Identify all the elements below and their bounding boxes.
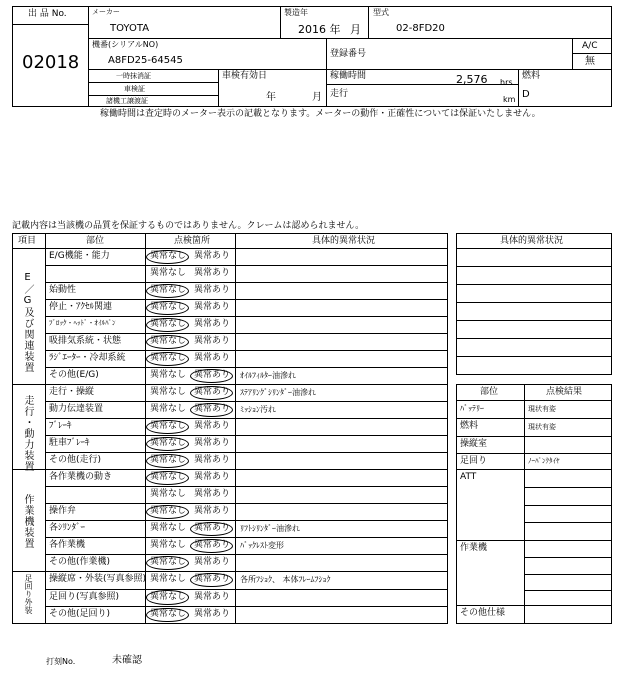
normal-circle-mark: [146, 284, 189, 298]
abnormal-option[interactable]: 異常あり: [194, 352, 231, 363]
group-label-engine: E／G及び関連装置: [22, 272, 33, 373]
att-label: ATT: [460, 472, 477, 482]
row-divider: [45, 589, 448, 590]
normal-circle-mark: [146, 250, 189, 264]
row-divider: [45, 282, 448, 283]
ac-value: 無: [585, 56, 595, 67]
normal-option[interactable]: 異常なし: [150, 471, 187, 482]
lot-number: 02018: [22, 52, 80, 73]
part-label: 操作弁: [49, 505, 77, 516]
normal-option[interactable]: 異常なし: [150, 609, 187, 620]
work-label: 作業機: [460, 543, 488, 553]
col-item-header: 項目: [18, 236, 37, 246]
hours-label: 稼働時間: [330, 71, 367, 81]
hours-value: 2,576: [456, 73, 488, 86]
abnormal-option[interactable]: 異常あり: [194, 284, 231, 295]
abnormal-option[interactable]: 異常あり: [194, 609, 231, 620]
part-label: その他(作業機): [49, 556, 111, 567]
stamp-label: 打刻No.: [46, 657, 76, 666]
ac-label: A/C: [582, 41, 598, 51]
km-unit: km: [503, 95, 516, 104]
normal-option[interactable]: 異常なし: [150, 318, 187, 329]
abnormal-option[interactable]: 異常あり: [194, 471, 231, 482]
part-label: E/G機能・能力: [49, 250, 110, 261]
lot-label: 出 品 No.: [28, 9, 67, 19]
abnormal-option[interactable]: 異常あり: [194, 335, 231, 346]
part-label: 吸排気系統・状態: [49, 335, 122, 346]
part-label: その他(走行): [49, 454, 102, 465]
normal-option[interactable]: 異常なし: [150, 352, 187, 363]
abnormal-option[interactable]: 異常あり: [194, 454, 231, 465]
stamp-value: 未確認: [112, 655, 142, 666]
month-label: 月: [350, 23, 361, 36]
year-value: 2016 年: [298, 23, 341, 36]
inspection-year: 年: [266, 92, 276, 103]
normal-option[interactable]: 異常なし: [150, 522, 187, 533]
normal-option[interactable]: 異常なし: [150, 488, 187, 499]
part-label: 駐車ﾌﾞﾚｰｷ: [49, 437, 90, 448]
normal-option[interactable]: 異常なし: [150, 437, 187, 448]
reg-label: 登録番号: [330, 49, 367, 59]
part-label: 各作業機: [49, 539, 86, 550]
abnormal-option[interactable]: 異常あり: [194, 301, 231, 312]
right-part: ﾊﾞｯﾃﾘｰ: [460, 404, 484, 413]
part-label: その他(E/G): [49, 369, 99, 380]
cert3-label: 諸機工譲渡証: [106, 97, 148, 105]
row-divider: [45, 367, 448, 368]
row-divider: [45, 401, 448, 402]
right-detail-header: 具体的異常状況: [500, 236, 564, 246]
normal-option[interactable]: 異常なし: [150, 420, 187, 431]
normal-circle-mark: [146, 505, 189, 519]
row-divider: [45, 452, 448, 453]
abnormal-option[interactable]: 異常あり: [194, 488, 231, 499]
fuel-value: D: [522, 89, 530, 100]
part-label: 動力伝達装置: [49, 403, 104, 414]
inspection-month: 月: [312, 92, 322, 103]
part-label: 操縦席・外装(写真参照): [49, 573, 147, 584]
abnormal-circle-mark: [190, 369, 233, 383]
serial-label: 機番(シリアルNO): [92, 40, 159, 49]
normal-circle-mark: [146, 437, 189, 451]
abnormal-option[interactable]: 異常あり: [194, 369, 231, 380]
normal-option[interactable]: 異常なし: [150, 267, 187, 278]
part-label: 各作業機の動き: [49, 471, 113, 482]
row-divider: [45, 316, 448, 317]
row-divider: [45, 537, 448, 538]
group-label-chassis: 足回り外装: [24, 574, 33, 614]
normal-option[interactable]: 異常なし: [150, 335, 187, 346]
part-label: 足回り(写真参照): [49, 591, 120, 602]
part-label: 走行・操縦: [49, 386, 95, 397]
normal-option[interactable]: 異常なし: [150, 454, 187, 465]
normal-circle-mark: [146, 301, 189, 315]
abnormal-circle-mark: [190, 522, 233, 536]
group-label-work: 作業機装置: [22, 494, 33, 549]
serial-value: A8FD25-64545: [108, 55, 183, 66]
row-divider: [45, 350, 448, 351]
abnormal-option[interactable]: 異常あり: [194, 420, 231, 431]
col-part-header: 部位: [86, 236, 105, 246]
abnormal-circle-mark: [190, 403, 233, 417]
hours-note: 稼働時間は査定時のメーター表示の記載となります。メーターの動作・正確性については保証いたしません。: [100, 109, 541, 119]
abnormal-option[interactable]: 異常あり: [194, 403, 231, 414]
abnormal-option[interactable]: 異常あり: [194, 539, 231, 550]
part-label: 各ｼﾘﾝﾀﾞｰ: [49, 522, 86, 533]
detail-text: ｵｲﾙﾌｨﾙﾀｰ油滲れ: [240, 370, 296, 380]
abnormal-option[interactable]: 異常あり: [194, 250, 231, 261]
part-label: 停止・ｱｸｾﾙ関連: [49, 301, 113, 312]
abnormal-option[interactable]: 異常あり: [194, 386, 231, 397]
hours-unit: hrs: [500, 78, 513, 87]
normal-circle-mark: [146, 352, 189, 366]
cert1-label: 一時抹消証: [116, 72, 151, 80]
row-divider: [45, 435, 448, 436]
part-label: その他(足回り): [49, 609, 111, 620]
detail-text: ﾊﾞｯｸﾚｽﾄ変形: [240, 540, 284, 550]
cert2-label: 車検証: [124, 85, 145, 93]
right-result-header: 点検結果: [546, 387, 583, 397]
normal-option[interactable]: 異常なし: [150, 386, 187, 397]
disclaimer: 記載内容は当該機の品質を保証するものではありません。クレームは認められません。: [12, 221, 365, 231]
part-label: ﾌﾞﾛｯｸ・ﾍｯﾄﾞ・ｵｲﾙﾊﾟﾝ: [49, 318, 116, 327]
normal-option[interactable]: 異常なし: [150, 301, 187, 312]
normal-circle-mark: [146, 335, 189, 349]
right-part: 操縦室: [460, 439, 488, 449]
normal-option[interactable]: 異常なし: [150, 369, 187, 380]
normal-option[interactable]: 異常なし: [150, 284, 187, 295]
row-divider: [45, 520, 448, 521]
part-label: ﾌﾞﾚｰｷ: [49, 420, 72, 431]
right-part: 足回り: [460, 456, 488, 466]
row-divider: [45, 554, 448, 555]
year-label: 製造年: [284, 8, 308, 17]
other-spec-label: その他仕様: [460, 608, 506, 618]
normal-option[interactable]: 異常なし: [150, 573, 187, 584]
abnormal-circle-mark: [190, 539, 233, 553]
right-part: 燃料: [460, 421, 479, 431]
right-result: 現状有姿: [528, 423, 556, 431]
right-result: 現状有姿: [528, 405, 556, 413]
row-divider: [45, 265, 448, 266]
normal-circle-mark: [146, 454, 189, 468]
detail-text: ﾘﾌﾄｼﾘﾝﾀﾞｰ油滲れ: [240, 523, 300, 533]
model-value: 02-8FD20: [396, 23, 445, 34]
right-result: ﾉｰﾊﾟﾝｸﾀｲﾔ: [528, 457, 560, 465]
row-divider: [45, 486, 448, 487]
part-label: 始動性: [49, 284, 77, 295]
normal-circle-mark: [146, 318, 189, 332]
normal-circle-mark: [146, 590, 189, 605]
normal-circle-mark: [146, 471, 189, 485]
normal-option[interactable]: 異常なし: [150, 250, 187, 261]
detail-text: 各所ﾌｼｮｸ、 本体ﾌﾚｰﾑﾌｼｮｸ: [240, 574, 331, 584]
abnormal-option[interactable]: 異常あり: [194, 556, 231, 567]
normal-circle-mark: [146, 420, 189, 434]
normal-option[interactable]: 異常なし: [150, 403, 187, 414]
maker-value: TOYOTA: [110, 23, 150, 34]
group-label-drive: 走行・動力装置: [22, 395, 33, 472]
abnormal-circle-mark: [190, 386, 233, 400]
fuel-label: 燃料: [522, 71, 541, 81]
col-detail-header: 具体的異常状況: [312, 236, 376, 246]
row-divider: [45, 333, 448, 334]
col-check-header: 点検箇所: [174, 236, 211, 246]
abnormal-option[interactable]: 異常あり: [194, 522, 231, 533]
abnormal-option[interactable]: 異常あり: [194, 505, 231, 516]
normal-option[interactable]: 異常なし: [150, 556, 187, 567]
normal-option[interactable]: 異常なし: [150, 505, 187, 516]
abnormal-option[interactable]: 異常あり: [194, 591, 231, 602]
abnormal-circle-mark: [190, 573, 233, 588]
part-label: ﾗｼﾞｴｰﾀｰ・冷却系統: [49, 352, 126, 363]
normal-option[interactable]: 異常なし: [150, 539, 187, 550]
row-divider: [45, 299, 448, 300]
abnormal-option[interactable]: 異常あり: [194, 437, 231, 448]
detail-text: ﾐｯｼｮﾝ汚れ: [240, 404, 276, 414]
normal-option[interactable]: 異常なし: [150, 591, 187, 602]
abnormal-option[interactable]: 異常あり: [194, 573, 231, 584]
right-part-header: 部位: [480, 387, 499, 397]
maker-label: メーカー: [92, 8, 120, 16]
inspection-label: 車検有効日: [222, 71, 268, 81]
row-divider: [45, 418, 448, 419]
normal-circle-mark: [146, 556, 189, 570]
row-divider: [45, 606, 448, 607]
abnormal-option[interactable]: 異常あり: [194, 267, 231, 278]
abnormal-option[interactable]: 異常あり: [194, 318, 231, 329]
row-divider: [45, 503, 448, 504]
mileage-label: 走行: [330, 89, 349, 99]
model-label: 型式: [373, 8, 389, 17]
detail-text: ｽﾃｱﾘﾝｸﾞｼﾘﾝﾀﾞｰ油滲れ: [240, 387, 316, 397]
